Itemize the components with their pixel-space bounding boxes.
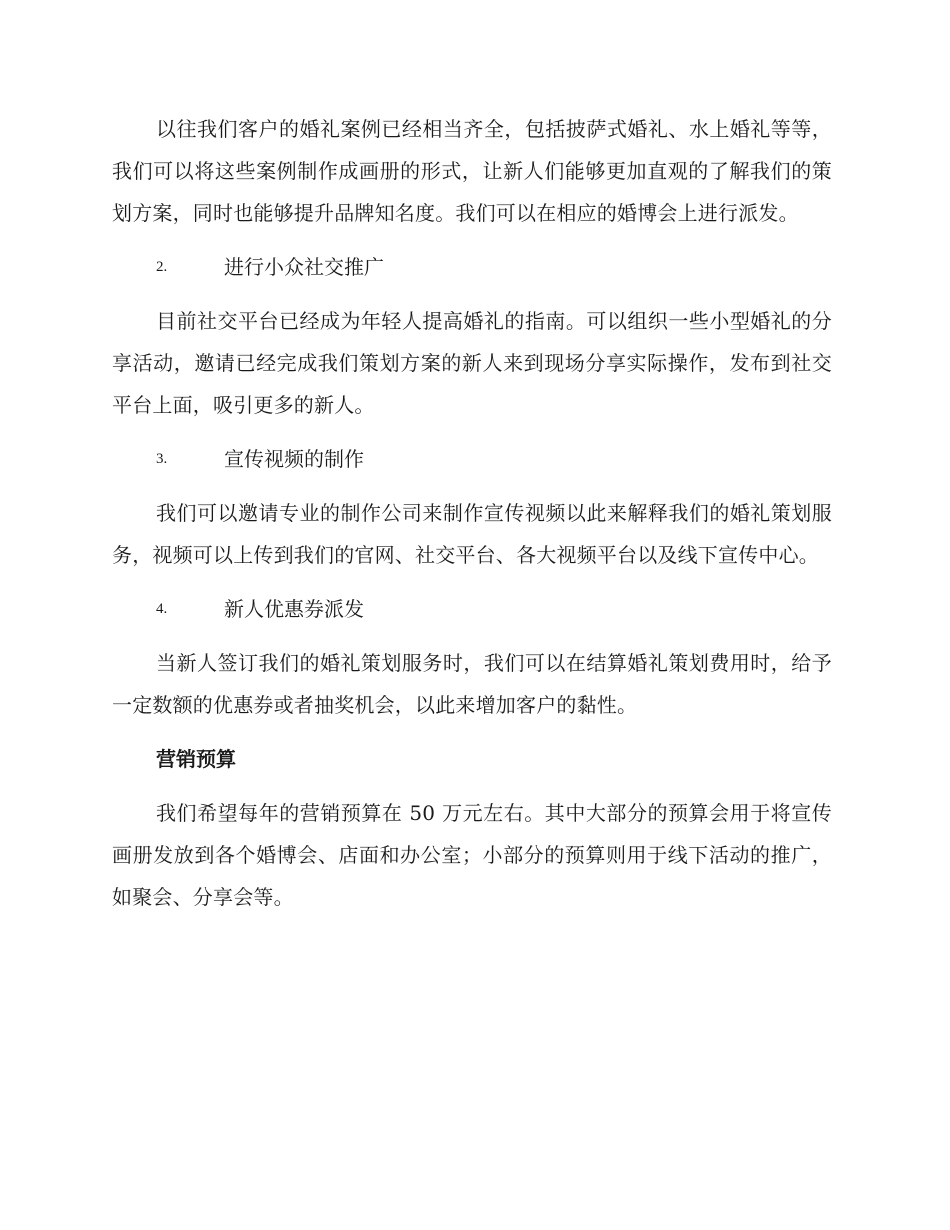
list-item-4-paragraph: 当新人签订我们的婚礼策划服务时，我们可以在结算婚礼策划费用时，给予一定数额的优惠券或者抽奖机会，以此来增加客户的黏性。 [112,651,832,717]
list-item-2-paragraph: 目前社交平台已经成为年轻人提高婚礼的指南。可以组织一些小型婚礼的分享活动，邀请已经完成我们策划方案的新人来到现场分享实际操作，发布到社交平台上面，吸引更多的新人。 [112,309,832,417]
list-title: 新人优惠券派发 [224,597,364,621]
budget-paragraph: 我们希望每年的营销预算在 50 万元左右。其中大部分的预算会用于将宣传画册发放到各个婚博会、店面和办公室；小部分的预算则用于线下活动的推广，如聚会、分享会等。 [112,801,832,909]
list-item-4-heading [112,588,832,630]
list-number: 3. [156,451,168,467]
budget-heading: 营销预算 [156,747,236,771]
list-number: 4. [156,601,168,617]
list-item-2-heading [112,246,832,288]
list-item-3-paragraph: 我们可以邀请专业的制作公司来制作宣传视频以此来解释我们的婚礼策划服务，视频可以上传到我们的官网、社交平台、各大视频平台以及线下宣传中心。 [112,501,832,567]
list-title: 进行小众社交推广 [224,255,384,279]
list-number: 2. [156,259,168,275]
list-title: 宣传视频的制作 [224,447,364,471]
intro-paragraph: 以往我们客户的婚礼案例已经相当齐全，包括披萨式婚礼、水上婚礼等等，我们可以将这些案例制作成画册的形式，让新人们能够更加直观的了解我们的策划方案，同时也能够提升品牌知名度。我们可以在相应的婚博会上进行派发。 [112,117,832,225]
list-item-3-heading [112,438,832,480]
document-content [112,108,832,918]
